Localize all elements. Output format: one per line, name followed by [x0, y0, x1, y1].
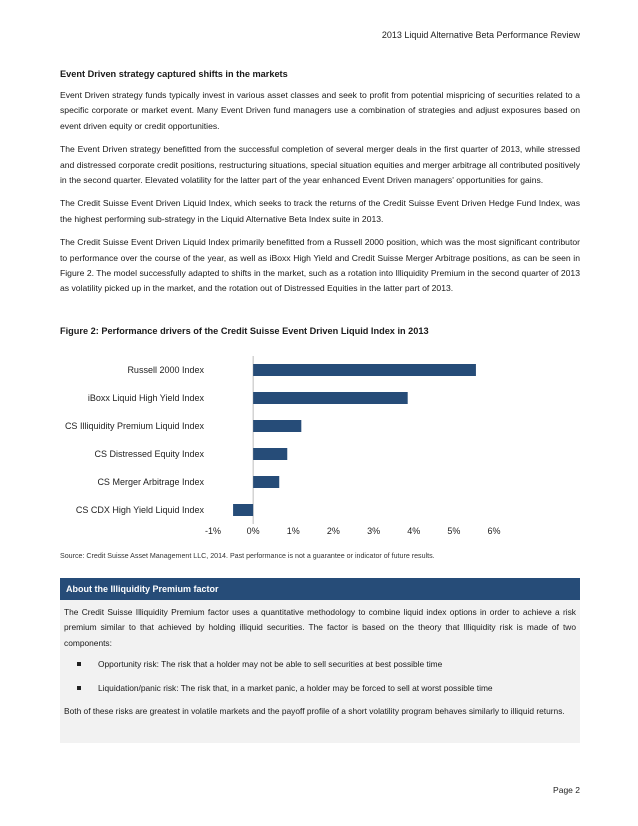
chart-tick-label: 2%: [326, 526, 340, 536]
about-title: About the Illiquidity Premium factor: [60, 578, 580, 600]
page-header-title: 2013 Liquid Alternative Beta Performance Review: [381, 30, 580, 40]
chart-bar: [253, 476, 279, 488]
about-bullet-text: Liquidation/panic risk: The risk that, in a market panic, a holder may be forced to sell at worst possible time: [98, 682, 493, 693]
about-intro: The Credit Suisse Illiquidity Premium factor uses a quantitative methodology to combine liquid index options in order to achieve a risk premium similar to that achieved by holding illiquid securities. The factor is based on the theory that Illiquidity risk is made of two components:: [64, 607, 576, 648]
figure-title: Figure 2: Performance drivers of the Credit Suisse Event Driven Liquid Index in 2013: [60, 325, 429, 336]
paragraph-3: The Credit Suisse Event Driven Liquid Index, which seeks to track the returns of the Credit Suisse Event Driven Hedge Fund Index, was the highest performing sub-strategy in the Liquid Alternative Beta Index suite in 2013.: [60, 198, 580, 224]
about-bullet-list: [64, 657, 576, 696]
performance-chart: [50, 348, 520, 548]
about-closing: Both of these risks are greatest in volatile markets and the payoff profile of a short volatility program behaves similarly to illiquid returns.: [64, 706, 565, 717]
main-content: [60, 68, 580, 337]
chart-bar: [253, 364, 476, 376]
chart-category-label: iBoxx Liquid High Yield Index: [87, 393, 204, 403]
chart-category-label: CS Merger Arbitrage Index: [97, 477, 204, 487]
square-bullet-icon: [77, 686, 81, 690]
chart-tick-label: 6%: [487, 526, 501, 536]
chart-bar: [253, 420, 301, 432]
square-bullet-icon: [77, 662, 81, 666]
chart-tick-label: 4%: [407, 526, 421, 536]
chart-category-label: CS CDX High Yield Liquid Index: [75, 505, 204, 515]
section-heading: Event Driven strategy captured shifts in the markets: [60, 69, 288, 79]
paragraph-2: The Event Driven strategy benefitted from the successful completion of several merger deals in the first quarter of 2013, while stressed and distressed corporate credit positions, restructuring situations, special situation equities and merger arbitrage all contributed positively in the second quarter. Elevated volatility for the latter part of the year enhanced Event Driven managers' opportunities for gains.: [60, 144, 580, 186]
chart-tick-label: -1%: [204, 526, 222, 536]
about-bullet-item: [64, 657, 576, 672]
figure-source: Source: Credit Suisse Asset Management LLC, 2014. Past performance is not a guarantee or indicator of future results.: [60, 552, 435, 560]
about-body: [60, 600, 580, 719]
chart-tick-label: 0%: [246, 526, 260, 536]
about-bullet-text: Opportunity risk: The risk that a holder may not be able to sell securities at best possible time: [98, 659, 443, 670]
page-number: Page 2: [553, 785, 580, 795]
chart-svg: [50, 348, 520, 548]
chart-tick-label: 3%: [367, 526, 381, 536]
chart-category-label: CS Illiquidity Premium Liquid Index: [64, 421, 204, 431]
about-bullet-item: [64, 681, 576, 696]
chart-tick-label: 5%: [447, 526, 461, 536]
chart-category-label: Russell 2000 Index: [127, 365, 204, 375]
about-box: [60, 578, 580, 743]
chart-bar: [253, 392, 408, 404]
paragraph-4: The Credit Suisse Event Driven Liquid Index primarily benefitted from a Russell 2000 position, which was the most significant contributor to performance over the course of the year, as well as iBoxx High Yield and Credit Suisse Merger Arbitrage positions, as can be seen in Figure 2. The model successfully adapted to shifts in the market, such as a rotation into Illiquidity Premium in the second quarter of 2013 as volatility picked up in the market, and the rotation out of Distressed Equities in the latter part of 2013.: [60, 237, 580, 294]
chart-bar: [233, 504, 253, 516]
chart-tick-label: 1%: [286, 526, 300, 536]
chart-category-label: CS Distressed Equity Index: [94, 449, 204, 459]
chart-bar: [253, 448, 287, 460]
paragraph-1: Event Driven strategy funds typically invest in various asset classes and seek to profit from potential mispricing of securities related to a specific corporate or market event. Many Event Driven fund managers use a combination of strategies and adjust exposures based on event driven equity or credit opportunities.: [60, 90, 580, 131]
